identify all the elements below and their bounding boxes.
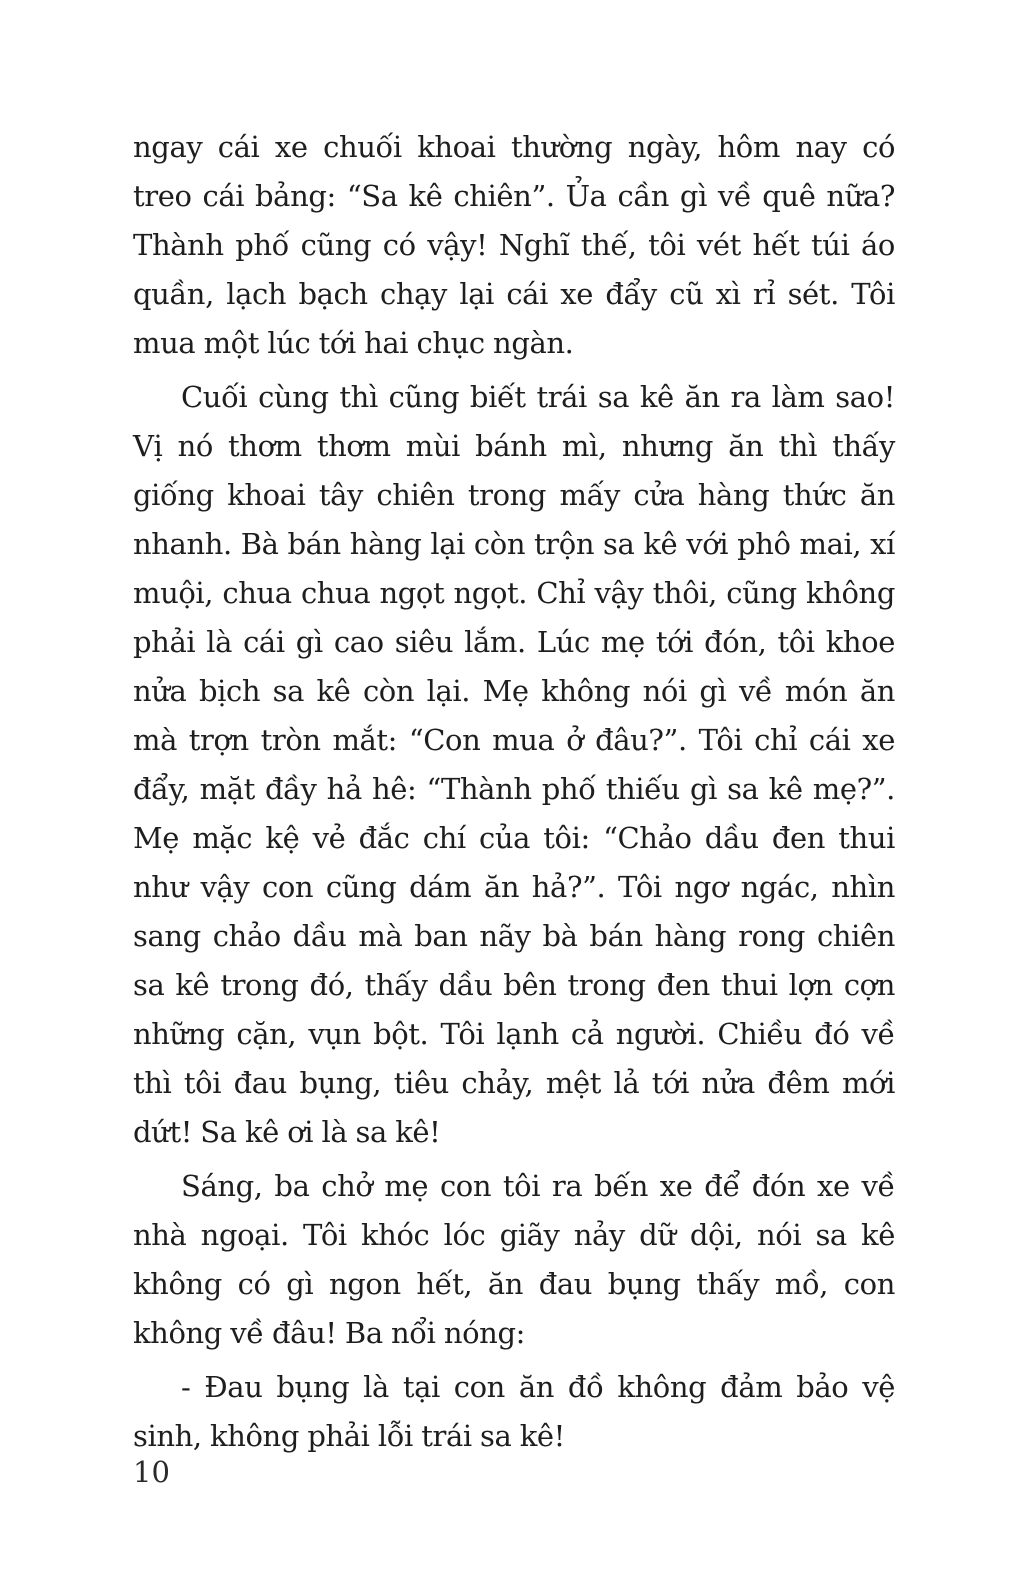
- paragraph-dialogue: - Đau bụng là tại con ăn đồ không đảm bảo vệ sinh, không phải lỗi trái sa kê!: [133, 1370, 895, 1453]
- body-text: [133, 123, 895, 1461]
- paragraph-sa-ke-taste: Cuối cùng thì cũng biết trái sa kê ăn ra làm sao! Vị nó thơm thơm mùi bánh mì, nhưng ăn thì thấy giống khoai tây chiên trong mấy cửa hàng thức ăn nhanh. Bà bán hàng lại còn trộn sa kê với phô mai, xí muội, chua chua ngọt ngọt. Chỉ vậy thôi, cũng không phải là cái gì cao siêu lắm. Lúc mẹ tới đón, tôi khoe nửa bịch sa kê còn lại. Mẹ không nói gì về món ăn mà trợn tròn mắt: “Con mua ở đâu?”. Tôi chỉ cái xe đẩy, mặt đầy hả hê: “Thành phố thiếu gì sa kê mẹ?”. Mẹ mặc kệ vẻ đắc chí của tôi: “Chảo dầu đen thui như vậy con cũng dám ăn hả?”. Tôi ngơ ngác, nhìn sang chảo dầu mà ban nãy bà bán hàng rong chiên sa kê trong đó, thấy dầu bên trong đen thui lợn cợn những cặn, vụn bột. Tôi lạnh cả người. Chiều đó về thì tôi đau bụng, tiêu chảy, mệt lả tới nửa đêm mới dứt! Sa kê ơi là sa kê!: [133, 380, 895, 1149]
- paragraph-bus-station: Sáng, ba chở mẹ con tôi ra bến xe để đón xe về nhà ngoại. Tôi khóc lóc giãy nảy dữ dội, nói sa kê không có gì ngon hết, ăn đau bụng thấy mồ, con không về đâu! Ba nổi nóng:: [133, 1169, 895, 1350]
- paragraph-continued: ngay cái xe chuối khoai thường ngày, hôm nay có treo cái bảng: “Sa kê chiên”. Ủa cần gì về quê nữa? Thành phố cũng có vậy! Nghĩ thế, tôi vét hết túi áo quần, lạch bạch chạy lại cái xe đẩy cũ xì rỉ sét. Tôi mua một lúc tới hai chục ngàn.: [133, 130, 895, 360]
- page-number: 10: [133, 1455, 170, 1489]
